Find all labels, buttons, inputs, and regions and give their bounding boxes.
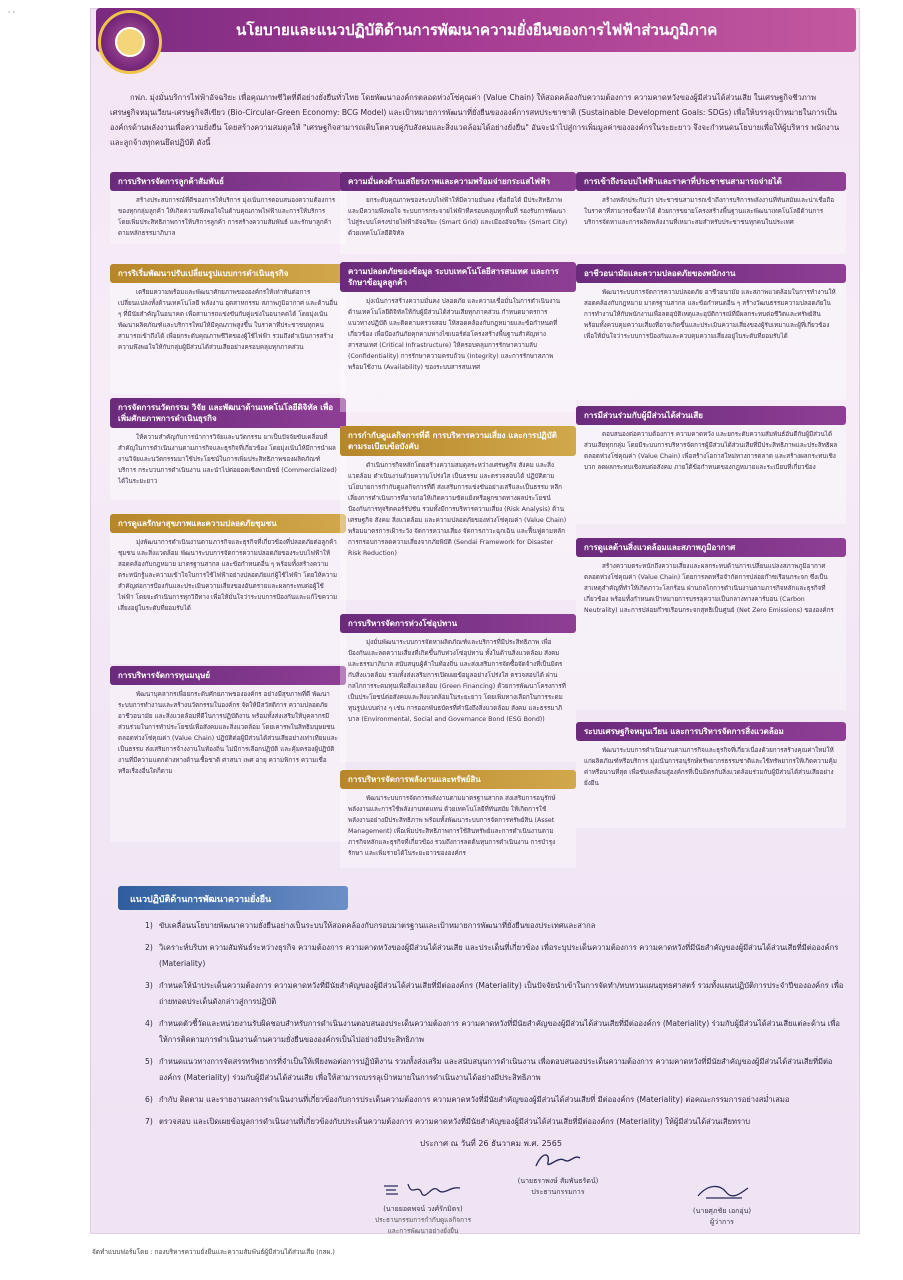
title-banner [96,8,856,52]
signature-governor [664,1180,780,1228]
pea-logo-icon [98,10,162,74]
section-title: การจัดการนวัตกรรม วิจัย และพัฒนาด้านเทคโนโลยีดิจิทัล เพื่อเพิ่มศักยภาพการดำเนินธุรกิจ [110,398,346,428]
section-title: ความปลอดภัยของข้อมูล ระบบเทคโนโลยีสารสนเทศ และการรักษาข้อมูลลูกค้า [340,262,576,292]
section-body: สร้างความตระหนักถึงความเสี่ยงและผลกระทบด้านการเปลี่ยนแปลงสภาพภูมิอากาศตลอดห่วงโซ่คุณค่า (Value Chain) โดยการลดหรือจำกัดการปล่อยก๊าซเรือนกระจก ซึ่งเป็นสาเหตุสำคัญที่ทำให้เกิดภาวะโลกร้อน ผ่านกลไกการดำเนินงานตามภารกิจหลักและธุรกิจที่เกี่ยวข้อง พร้อมทั้งกำหนดเป้าหมายการบรรลุความเป็นกลางทางคาร์บอน (Carbon Neutrality) และการปล่อยก๊าซเรือนกระจกสุทธิเป็นศูนย์ (Net Zero Emissions) ขององค์กร [584,563,834,614]
section-governance [340,426,576,600]
section-body: พัฒนาบุคลากรเพื่อยกระดับศักยภาพขององค์กร อย่างมีสุขภาพที่ดี พัฒนาระบบการทำงานและสร้างนวัตกรรมในองค์กร จัดให้มีสวัสดิการ ความปลอดภัย อาชีวอนามัย และสิ่งแวดล้อมที่ดีในการปฏิบัติงาน พร้อมทั้งส่งเสริมให้บุคลากรมีส่วนร่วมในการทำประโยชน์เพื่อสังคมและสิ่งแวดล้อม โดยเคารพในสิทธิมนุษยชนตลอดห่วงโซ่คุณค่า (Value Chain) ปฏิบัติต่อผู้มีส่วนได้ส่วนเสียอย่างเท่าเทียมและเป็นธรรม ส่งเสริมการจ้างงานในท้องถิ่น ไม่มีการเลือกปฏิบัติ และคุ้มครองผู้ปฏิบัติงานที่มีความแตกต่างทางด้านเชื้อชาติ ศาสนา เพศ อายุ ความพิการ ความเชื่อ หรือเรื่องอื่นใดก็ตาม [118,691,338,775]
signatory-position: ประธานกรรมการกำกับดูแลกิจการ [374,1216,472,1224]
section-title: อาชีวอนามัยและความปลอดภัยของพนักงาน [576,264,846,283]
signature-committee-chair-icon [378,1178,468,1202]
section-title: การดูแลรักษาสุขภาพและความปลอดภัยชุมชน [110,514,346,533]
signature-chairman-icon [528,1148,588,1174]
scan-mark: ' ' [8,10,15,19]
signatory-name: (นายศุภชัย เอกอุ่น) [692,1207,752,1215]
section-climate [576,538,846,710]
section-innovation [110,398,346,500]
section-energy-assets [340,770,576,868]
list-item: 4) กำหนดตัวชี้วัดและหน่วยงานรับผิดชอบสำหรับการดำเนินงานตอบสนองประเด็นความต้องการ ความคาดหวังที่มีนัยสำคัญของผู้มีส่วนได้ส่วนเสียที่มีต่อองค์กร (Materiality) ร่วมกับผู้มีส่วนได้ส่วนเสียแต่ละด้าน เพื่อให้การติดตามการดำเนินงานด้านความยั่งยืนขององค์กรเป็นไปอย่างมีประสิทธิภาพ [145,1019,840,1044]
section-stakeholder-engagement [576,406,846,524]
section-community-safety [110,514,346,664]
section-title: การเข้าถึงระบบไฟฟ้าและราคาที่ประชาชนสามารถจ่ายได้ [576,172,846,191]
list-item: 5) กำหนดแนวทางการจัดสรรทรัพยากรที่จำเป็นให้เพียงพอต่อการปฏิบัติงาน รวมทั้งส่งเสริม และสนับสนุนการดำเนินงาน เพื่อตอบสนองประเด็นความต้องการ ความคาดหวังที่มีนัยสำคัญของผู้มีส่วนได้ส่วนเสียที่มีต่อองค์กร (Materiality) ร่วมกับผู้มีส่วนได้ส่วนเสีย เพื่อให้สามารถบรรลุเป้าหมายในการดำเนินงานได้อย่างมีประสิทธิภาพ [145,1057,833,1082]
signatory-position-2: และการพัฒนาอย่างยั่งยืน [387,1227,459,1235]
section-body: สร้างประสบการณ์ที่ดีของการให้บริการ มุ่งเน้นการตอบสนองความต้องการของทุกกลุ่มลูกค้า ให้เกิดความพึงพอใจในด้านคุณภาพไฟฟ้าและการให้บริการ โดยเพิ่มประสิทธิภาพการให้บริการลูกค้า การสร้างความสัมพันธ์ และรักษาลูกค้าตามหลักธรรมาภิบาล [118,197,336,237]
section-body: มุ่งมั่นพัฒนาระบบการจัดหาผลิตภัณฑ์และบริการที่มีประสิทธิภาพ เพื่อป้องกันและลดความเสี่ยงที่เกิดขึ้นกับห่วงโซ่อุปทาน ทั้งในด้านสิ่งแวดล้อม สังคม และธรรมาภิบาล สนับสนุนผู้ค้าในท้องถิ่น และส่งเสริมการจัดซื้อจัดจ้างที่เป็นมิตรกับสิ่งแวดล้อม รวมทั้งส่งเสริมการเปิดเผยข้อมูลอย่างโปร่งใส ตรวจสอบได้ ผ่านกลไกการระดมทุนเพื่อสิ่งแวดล้อม (Green Financing) ด้วยการพัฒนาโครงการที่เป็นประโยชน์ต่อสังคมและสิ่งแวดล้อมในระยะยาว โดยเพิ่มทางเลือกในการระดมทุนรูปแบบต่าง ๆ เช่น การออกพันธบัตรที่คำนึงถึงสิ่งแวดล้อม สังคม และธรรมาภิบาล (Environmental, Social and Governance Bond (ESG Bond)) [348,639,566,723]
section-body: ให้ความสำคัญกับการนำการวิจัยและนวัตกรรม มาเป็นปัจจัยขับเคลื่อนที่สำคัญในการดำเนินงานตามภารกิจและธุรกิจที่เกี่ยวข้อง โดยมุ่งเน้นให้มีการนำผลงานวิจัยและนวัตกรรมมาใช้ประโยชน์ในการเพิ่มประสิทธิภาพของผลิตภัณฑ์ บริการ กระบวนการดำเนินงาน และนำไปต่อยอดเชิงพาณิชย์ (Commercialized) ได้ในระยะยาว [118,434,337,485]
section-grid-stability [340,172,576,254]
section-title: การมีส่วนร่วมกับผู้มีส่วนได้ส่วนเสีย [576,406,846,425]
section-occupational-safety [576,264,846,400]
section-body: สร้างหลักประกันว่า ประชาชนสามารถเข้าถึงการบริการพลังงานที่ทันสมัยและน่าเชื่อถือ ในราคาที่สามารถซื้อหาได้ ด้วยการขยายโครงสร้างพื้นฐานและพัฒนาเทคโนโลยีด้านการบริการจัดหาและการผลิตพลังงานที่เหมาะสมสำหรับประชาชนทุกคนในประเทศ [584,197,834,226]
list-item: 2) วิเคราะห์บริบท ความสัมพันธ์ระหว่างธุรกิจ ความต้องการ ความคาดหวังของผู้มีส่วนได้ส่วนเสีย และประเด็นที่เกี่ยวข้อง เพื่อระบุประเด็นความต้องการ ความคาดหวังที่มีนัยสำคัญของผู้มีส่วนได้ส่วนเสียที่มีต่อองค์กร (Materiality) [145,943,839,968]
signature-committee-chair [358,1178,488,1237]
section-body: ดำเนินการกิจหลักโดยสร้างความสมดุลระหว่างเศรษฐกิจ สังคม และสิ่งแวดล้อม ดำเนินงานด้วยความโปร่งใส เป็นธรรม และตรวจสอบได้ ปฏิบัติตามนโยบายการกำกับดูแลกิจการที่ดี ส่งเสริมการแข่งขันอย่างเสรีและเป็นธรรม หลีกเลี่ยงการดำเนินการที่อาจก่อให้เกิดความขัดแย้งหรือผูกขาดทางผลประโยชน์ ป้องกันการทุจริตคอร์รัปชัน รวมทั้งมีการบริหารความเสี่ยง (Risk Analysis) ด้านเศรษฐกิจ สังคม สิ่งแวดล้อม และความปลอดภัยของห่วงโซ่คุณค่า (Value Chain) พร้อมมาตรการเฝ้าระวัง จัดการความเสี่ยง จัดการภาวะฉุกเฉิน และฟื้นฟูตามหลักการกรอบการลดความเสี่ยงจากภัยพิบัติ (Sendai Framework for Disaster Risk Reduction) [348,462,567,557]
signature-governor-icon [692,1180,752,1204]
section-title: ความมั่นคงด้านเสถียรภาพและความพร้อมจ่ายกระแสไฟฟ้า [340,172,576,191]
signatory-name: (นายธราพงษ์ สัมพันธรัตน์) [517,1177,599,1185]
guidelines-list [145,918,845,1136]
section-body: ยกระดับคุณภาพของระบบไฟฟ้าให้มีความมั่นคง เชื่อถือได้ มีประสิทธิภาพ และมีความพึงพอใจ ระบบการกระจายไฟฟ้าที่ครอบคลุมทุกพื้นที่ รองรับการพัฒนาไปสู่ระบบโครงข่ายไฟฟ้าอัจฉริยะ (Smart Grid) และเมืองอัจฉริยะ (Smart City) ด้วยเทคโนโลยีดิจิทัล [348,197,568,237]
section-title: การกำกับดูแลกิจการที่ดี การบริหารความเสี่ยง และการปฏิบัติตามระเบียบข้อบังคับ [340,426,576,456]
section-title: การดูแลด้านสิ่งแวดล้อมและสภาพภูมิอากาศ [576,538,846,557]
signatory-position: ประธานกรรมการ [531,1188,585,1196]
section-customer-relations [110,172,346,244]
page-title: นโยบายและแนวปฏิบัติด้านการพัฒนาความยั่งยืนของการไฟฟ้าส่วนภูมิภาค [236,21,718,39]
section-data-security [340,262,576,412]
guidelines-title: แนวปฏิบัติด้านการพัฒนาความยั่งยืน [118,886,348,910]
section-title: การบริหารจัดการห่วงโซ่อุปทาน [340,614,576,633]
section-body: พัฒนาระบบการดำเนินงานตามภารกิจและธุรกิจที่เกี่ยวเนื่องด้วยการสร้างคุณค่าใหม่ให้แก่ผลิตภัณฑ์หรือบริการ มุ่งเน้นการอนุรักษ์ทรัพยากรธรรมชาติและใช้ทรัพยากรให้เกิดความคุ้มค่าหรือนานที่สุด เพื่อขับเคลื่อนสู่องค์กรที่เป็นมิตรกับสิ่งแวดล้อมร่วมกับผู้มีส่วนได้ส่วนเสียอย่างยั่งยืน [584,747,837,787]
section-title: การบริหารจัดการลูกค้าสัมพันธ์ [110,172,346,191]
section-title: การบริหารจัดการทุนมนุษย์ [110,666,346,685]
section-business-transformation [110,264,346,394]
section-body: ตอบสนองต่อความต้องการ ความคาดหวัง และยกระดับความสัมพันธ์อันดีกับผู้มีส่วนได้ส่วนเสียทุกกลุ่ม โดยมีระบบการบริหารจัดการผู้มีส่วนได้ส่วนเสียที่มีประสิทธิภาพและประสิทธิผลตลอดห่วงโซ่คุณค่า (Value Chain) เพื่อสร้างโอกาสใหม่ทางการตลาด และสร้างผลกระทบเชิงบวก ลดผลกระทบเชิงลบต่อสังคม ภายใต้ข้อกำหนดของกฎหมายและระเบียบที่เกี่ยวข้อง [584,431,838,471]
section-title: การริเริ่มพัฒนาปรับเปลี่ยนรูปแบบการดำเนินธุรกิจ [110,264,346,283]
section-supply-chain [340,614,576,762]
section-title: ระบบเศรษฐกิจหมุนเวียน และการบริหารจัดการสิ่งแวดล้อม [576,722,846,741]
intro-paragraph: กฟภ. มุ่งมั่นบริการไฟฟ้าอัจฉริยะ เพื่อคุณภาพชีวิตที่ดีอย่างยั่งยืนทั่วไทย โดยพัฒนาองค์กรตลอดห่วงโซ่คุณค่า (Value Chain) ให้สอดคล้องกับความต้องการ ความคาดหวังของผู้มีส่วนได้ส่วนเสีย ในเศรษฐกิจชีวภาพ เศรษฐกิจหมุนเวียน-เศรษฐกิจสีเขียว (Bio-Circular-Green Economy: BCG Model) และเป้าหมายการพัฒนาที่ยั่งยืนขององค์การสหประชาชาติ (Sustainable Development Goals: SDGs) เพื่อให้บรรลุเป้าหมายในการเป็นองค์กรด้านพลังงานเพื่อความยั่งยืน โดยสร้างความสมดุลให้ "เศรษฐกิจสามารถเติบโตควบคู่กับสังคมและสิ่งแวดล้อมได้อย่างยั่งยืน" อันจะนำไปสู่การเพิ่มมูลค่าขององค์กรในระยะยาว จึงจะกำหนดนโยบายเพื่อให้ผู้บริหาร พนักงาน และลูกจ้างทุกคนยึดปฏิบัติ ดังนี้ [110,93,840,147]
signatory-position: ผู้ว่าการ [710,1218,734,1226]
signatory-name: (นายยอดพจน์ วงศ์รักมิตร) [383,1205,463,1213]
list-item: 7) ตรวจสอบ และเปิดเผยข้อมูลการดำเนินงานที่เกี่ยวข้องกับประเด็นความต้องการ ความคาดหวังที่มีนัยสำคัญของผู้มีส่วนได้ส่วนเสียที่มีต่อองค์กร (Materiality) ให้ผู้มีส่วนได้ส่วนเสียทราบ [145,1117,751,1126]
section-human-capital [110,666,346,842]
list-item: 3) กำหนดให้นำประเด็นความต้องการ ความคาดหวังที่มีนัยสำคัญของผู้มีส่วนได้ส่วนเสียที่มีต่อองค์กร (Materiality) เป็นปัจจัยนำเข้าในการจัดทำ/ทบทวนแผนยุทธศาสตร์ รวมทั้งแผนปฏิบัติการประจำปีขององค์กร เพื่อถ่ายทอดประเด็นดังกล่าวสู่การปฏิบัติ [145,981,844,1006]
list-item: 6) กำกับ ติดตาม และรายงานผลการดำเนินงานที่เกี่ยวข้องกับการประเด็นความต้องการ ความคาดหวังที่มีนัยสำคัญของผู้มีส่วนได้ส่วนเสียที่ มีต่อองค์กร (Materiality) ต่อคณะกรรมการอย่างสม่ำเสมอ [145,1095,790,1104]
section-body: พัฒนาระบบการจัดการความปลอดภัย อาชีวอนามัย และสภาพแวดล้อมในการทำงานให้สอดคล้องกับกฎหมาย มาตรฐานสากล และข้อกำหนดอื่น ๆ สร้างวัฒนธรรมความปลอดภัยในการทำงานให้กับพนักงานเพื่อลดอุบัติเหตุและอุบัติการณ์ที่มีผลกระทบต่อชีวิตและทรัพย์สิน พร้อมทั้งควบคุมความเสี่ยงที่อาจเกิดขึ้นและประเมินความเสี่ยงของผู้รับเหมาและผู้ที่เกี่ยวข้อง เพื่อให้มั่นใจว่าระบบการป้องกันและควบคุมความเสี่ยงอยู่ในระดับที่ยอมรับได้ [584,289,836,340]
section-body: มุ่งพัฒนาการดำเนินงานตามภารกิจและธุรกิจที่เกี่ยวข้องที่ปลอดภัยต่อลูกค้า ชุมชน และสิ่งแวดล้อม พัฒนาระบบการจัดการความปลอดภัยของระบบไฟฟ้าให้สอดคล้องกับกฎหมาย มาตรฐานสากล และข้อกำหนดอื่น ๆ พร้อมทั้งสร้างความตระหนักรู้และความเข้าใจในการใช้ไฟฟ้าอย่างปลอดภัยแก่ผู้ใช้ไฟฟ้า โดยให้ความสำคัญต่อการป้องกันและประเมินความเสี่ยงของอันตรายและผลกระทบต่อผู้ใช้ไฟฟ้า โดยจะดำเนินการทุกวิถีทาง เพื่อให้มั่นใจว่าระบบการป้องกันและแก้ไขความเสี่ยงอยู่ในระดับที่ยอมรับได้ [118,539,338,612]
signature-chairman [488,1148,628,1198]
section-circular-economy [576,722,846,828]
section-energy-access [576,172,846,254]
section-body: มุ่งเน้นการสร้างความมั่นคง ปลอดภัย และความเชื่อมั่นในการดำเนินงานด้านเทคโนโลยีดิจิทัลให้กับผู้มีส่วนได้ส่วนเสียทุกภาคส่วน กำหนดมาตรการ แนวทางปฏิบัติ และติดตามตรวจสอบ ให้สอดคล้องกับกฎหมายและข้อกำหนดที่เกี่ยวข้อง เพื่อป้องกันภัยคุกคามทางไซเบอร์ต่อโครงสร้างพื้นฐานสำคัญทางสารสนเทศ (Critical Infrastructure) ให้ครอบคลุมการรักษาความลับ (Confidentiality) การรักษาความครบถ้วน (Integrity) และการรักษาสภาพพร้อมใช้งาน (Availability) ของระบบสารสนเทศ [348,298,561,371]
section-body: พัฒนาระบบการจัดการพลังงานตามมาตรฐานสากล ส่งเสริมการอนุรักษ์พลังงานและการใช้พลังงานทดแทน ด้วยเทคโนโลยีที่ทันสมัย ให้เกิดการใช้พลังงานอย่างมีประสิทธิภาพ พร้อมทั้งพัฒนาระบบการจัดการทรัพย์สิน (Asset Management) เพื่อเพิ่มประสิทธิภาพการใช้สินทรัพย์และการดำเนินงานตามภารกิจหลักและธุรกิจที่เกี่ยวข้อง รวมถึงการลดต้นทุนการดำเนินงาน การบำรุงรักษา และเพิ่มรายได้ในระยะยาวขององค์กร [348,795,556,857]
section-body: เตรียมความพร้อมและพัฒนาศักยภาพขององค์กรให้เท่าทันต่อการเปลี่ยนแปลงทั้งด้านเทคโนโลยี พลังงาน อุตสาหกรรม สภาพภูมิอากาศ และด้านอื่น ๆ ที่มีนัยสำคัญในอนาคต เพื่อสามารถแข่งขันกับคู่แข่งในอนาคตได้ โดยมุ่งเน้นพัฒนาผลิตภัณฑ์และบริการใหม่ให้มีคุณภาพสูงขึ้น ในราคาที่ประชาชนทุกคนสามารถเข้าถึงได้ เพื่อยกระดับคุณภาพชีวิตของผู้ใช้ไฟฟ้า รวมถึงดำเนินการสร้างความพึงพอใจให้กับกลุ่มผู้มีส่วนได้ส่วนเสียอย่างครอบคลุมทุกภาคส่วน [118,289,338,351]
list-item: 1) ขับเคลื่อนนโยบายพัฒนาความยั่งยืนอย่างเป็นระบบให้สอดคล้องกับกรอบมาตรฐานและเป้าหมายการพัฒนาที่ยั่งยืนของประเทศและสากล [145,921,596,930]
announcement-date: ประกาศ ณ วันที่ 26 ธันวาคม พ.ศ. 2565 [420,1139,562,1148]
footer-note: จัดทำแบบฟอร์มโดย : กองบริหารความยั่งยืนและความสัมพันธ์ผู้มีส่วนได้ส่วนเสีย (กสผ.) [92,1248,335,1256]
section-title: การบริหารจัดการพลังงานและทรัพย์สิน [340,770,576,789]
